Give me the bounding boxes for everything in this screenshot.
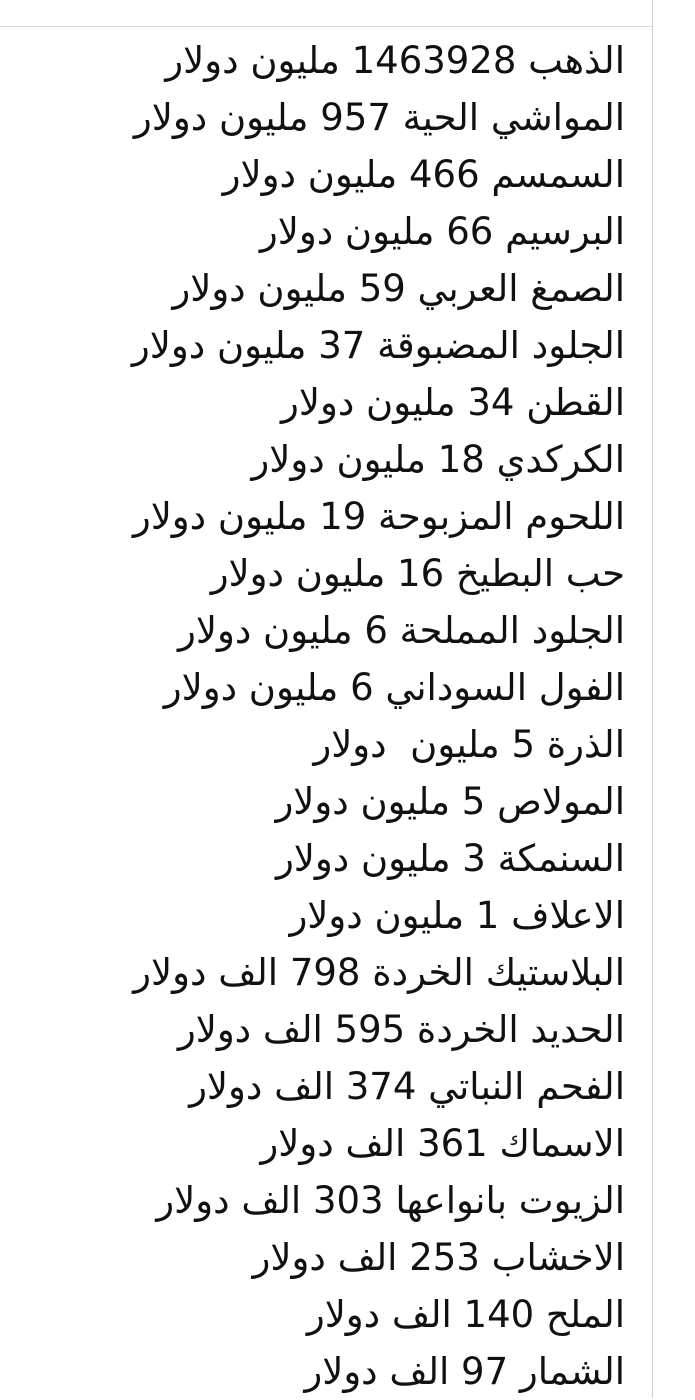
list-item: الفحم النباتي 374 الف دولار [189,1065,625,1108]
list-item: الحديد الخردة 595 الف دولار [177,1008,625,1051]
list-item: المواشي الحية 957 مليون دولار [133,96,625,139]
list-item: الفول السوداني 6 مليون دولار [163,666,625,709]
list-item: السمسم 466 مليون دولار [222,153,625,196]
export-list [25,32,625,1400]
list-item: الاعلاف 1 مليون دولار [289,894,625,937]
list-item: الملح 140 الف دولار [306,1293,625,1336]
list-item: الجلود المملحة 6 مليون دولار [177,609,625,652]
list-item: السنمكة 3 مليون دولار [275,837,625,880]
list-item: الذرة 5 مليون دولار [313,723,625,766]
list-item: حب البطيخ 16 مليون دولار [210,552,625,595]
list-item: القطن 34 مليون دولار [280,381,625,424]
list-item: البرسيم 66 مليون دولار [259,210,625,253]
list-item: الذهب 1463928 مليون دولار [165,39,625,82]
list-item: الزيوت بانواعها 303 الف دولار [156,1179,625,1222]
list-item: الصمغ العربي 59 مليون دولار [172,267,625,310]
list-item: الاسماك 361 الف دولار [260,1122,625,1165]
list-item: الكركدي 18 مليون دولار [251,438,625,481]
list-item: البلاستيك الخردة 798 الف دولار [133,951,625,994]
list-item: الاخشاب 253 الف دولار [252,1236,625,1279]
list-item: اللحوم المزبوحة 19 مليون دولار [132,495,625,538]
list-item: الشمار 97 الف دولار [304,1350,625,1393]
list-item: الجلود المضبوقة 37 مليون دولار [131,324,625,367]
top-divider [0,26,652,27]
list-item: المولاص 5 مليون دولار [275,780,625,823]
scroll-edge[interactable] [652,0,653,1398]
